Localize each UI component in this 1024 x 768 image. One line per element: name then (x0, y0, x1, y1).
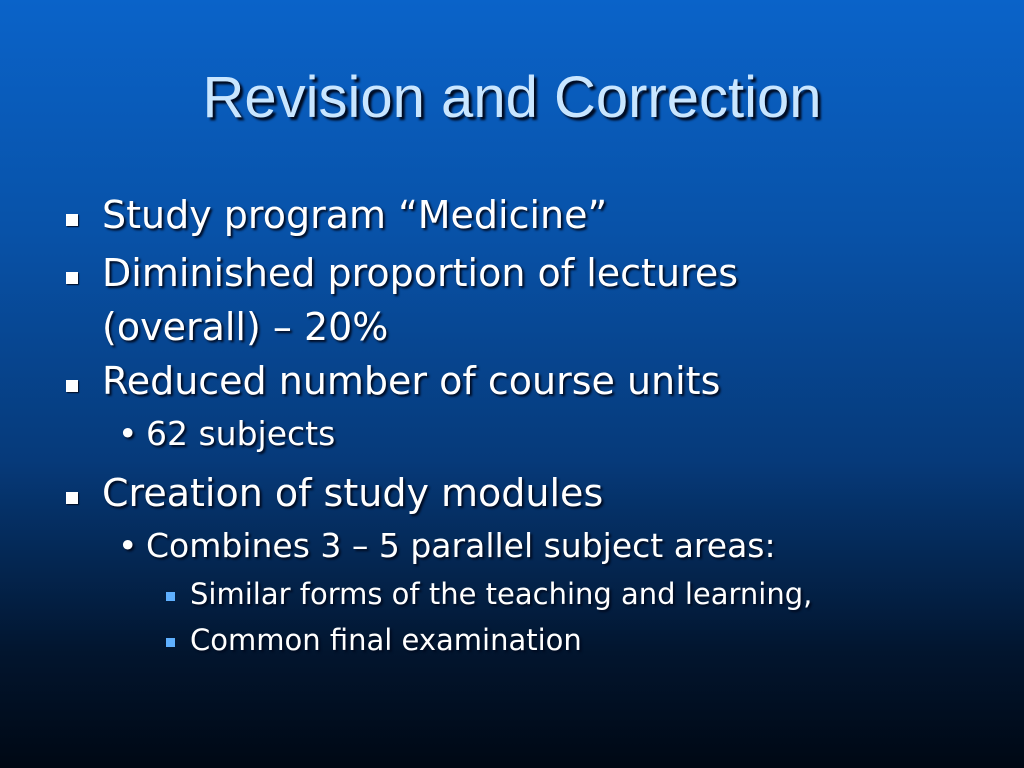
square-bullet-icon (66, 492, 78, 504)
sub-sub-bullet-similar-forms (190, 574, 1010, 614)
square-bullet-icon (66, 272, 78, 284)
bullet-course-units (102, 354, 922, 408)
sub-bullet-combines (118, 524, 966, 568)
sub-sub-bullet-text: Common final examination (190, 623, 582, 657)
sub-bullet-text: 62 subjects (146, 414, 336, 453)
bullet-lectures (102, 246, 922, 354)
dot-bullet-icon: • (118, 414, 138, 453)
bullet-study-program (102, 188, 922, 242)
small-square-bullet-icon (166, 638, 175, 647)
bullet-text-line-1: Diminished proportion of lectures (102, 251, 738, 295)
square-bullet-icon (66, 380, 78, 392)
bullet-text: Creation of study modules (102, 471, 604, 515)
sub-bullet-subjects (118, 412, 966, 456)
bullet-text: Study program “Medicine” (102, 193, 608, 237)
small-square-bullet-icon (166, 592, 175, 601)
square-bullet-icon (66, 214, 78, 226)
sub-sub-bullet-final-exam (190, 620, 1010, 660)
dot-bullet-icon: • (118, 526, 138, 565)
bullet-study-modules (102, 466, 922, 520)
sub-sub-bullet-text: Similar forms of the teaching and learning, (190, 577, 813, 611)
sub-bullet-text: Combines 3 – 5 parallel subject areas: (146, 526, 776, 565)
slide-title: Revision and Correction (202, 65, 822, 130)
bullet-text-line-2: (overall) – 20% (102, 305, 389, 349)
bullet-text: Reduced number of course units (102, 359, 721, 403)
